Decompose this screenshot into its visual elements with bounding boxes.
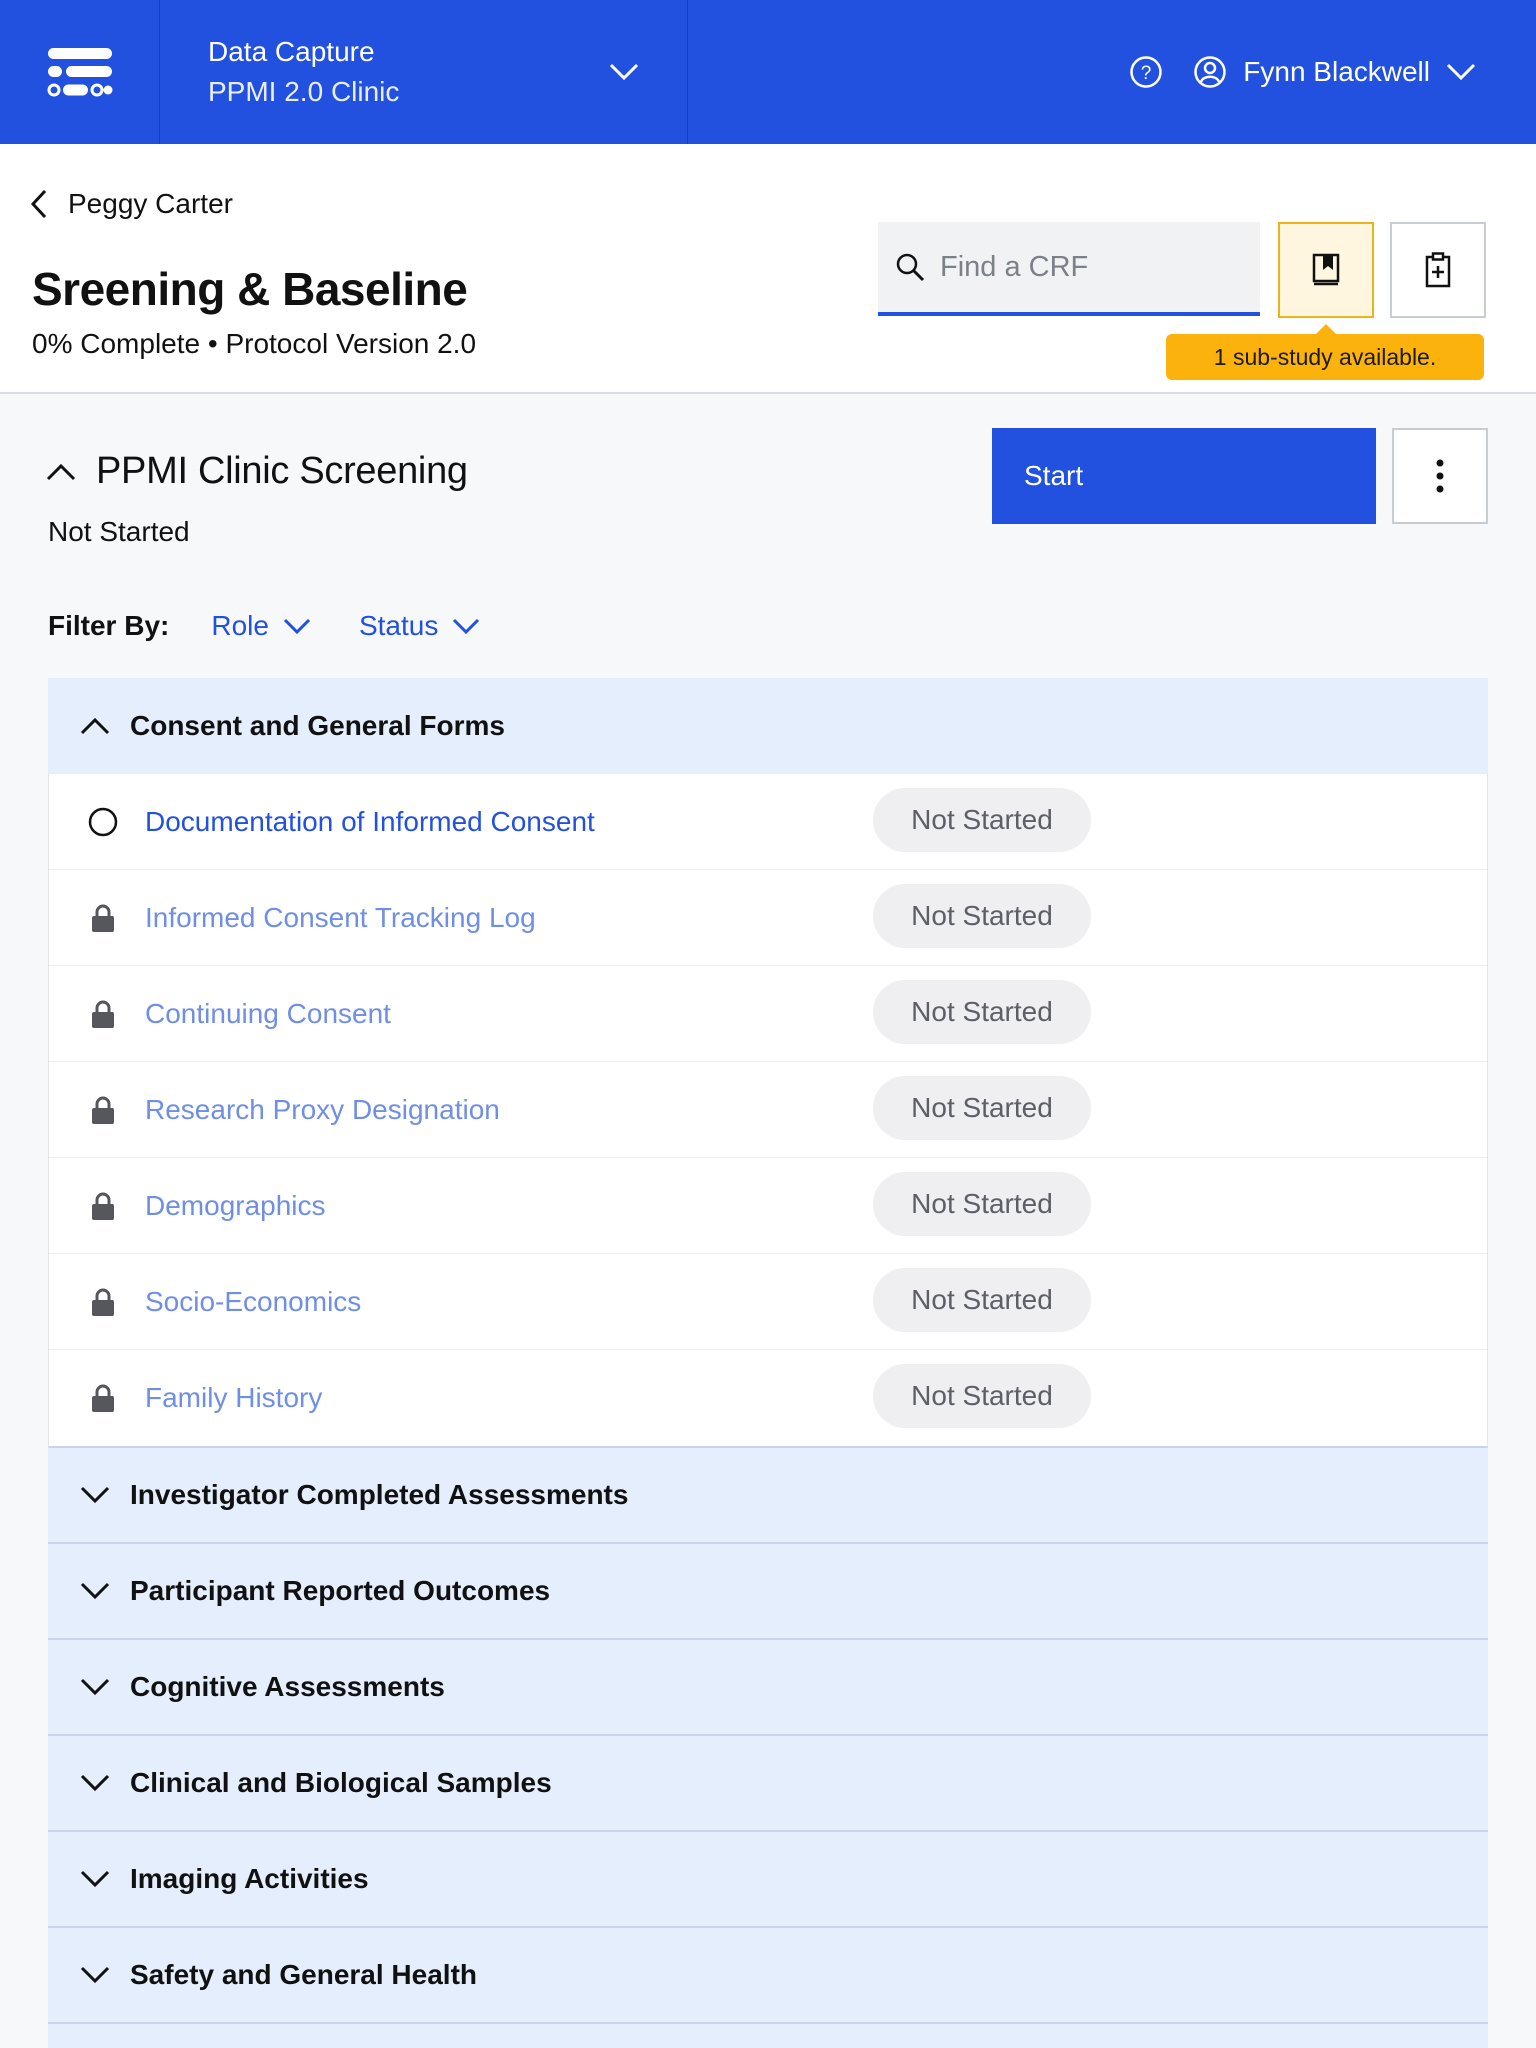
form-link[interactable]: Informed Consent Tracking Log: [145, 901, 536, 933]
role-filter[interactable]: [211, 610, 311, 642]
svg-text:?: ?: [1140, 63, 1152, 84]
search-input[interactable]: [940, 251, 1240, 284]
form-row: [49, 1062, 1487, 1158]
status-filter-label: Status: [358, 610, 439, 641]
group-title: Imaging Activities: [130, 1863, 369, 1894]
chevron-down-icon: [80, 1966, 110, 1984]
form-row: [49, 966, 1487, 1062]
search-icon: [894, 251, 926, 283]
section-title: PPMI Clinic Screening: [96, 450, 468, 492]
form-link[interactable]: Demographics: [145, 1189, 326, 1221]
form-row: [49, 1350, 1487, 1446]
group-cognitive-assessments[interactable]: [48, 1640, 1488, 1736]
status-badge: Not Started: [873, 788, 1091, 852]
more-options-button[interactable]: [1392, 428, 1488, 524]
chevron-down-icon: [283, 618, 311, 634]
filter-label: Filter By:: [48, 610, 170, 641]
section-status: Not Started: [48, 516, 190, 547]
page-title: Sreening & Baseline: [32, 263, 468, 315]
group-participant-reported-outcomes[interactable]: [48, 1544, 1488, 1640]
group-imaging-activities[interactable]: [48, 1832, 1488, 1928]
more-vertical-icon: [1436, 459, 1444, 493]
chevron-down-icon: [80, 1678, 110, 1696]
lock-icon: [81, 999, 125, 1029]
status-badge: Not Started: [873, 1076, 1091, 1140]
chevron-down-icon: [80, 1774, 110, 1792]
chevron-up-icon: [46, 463, 76, 481]
top-bar: [0, 0, 1536, 144]
page-header: [0, 144, 1536, 394]
status-badge: Not Started: [873, 1364, 1091, 1428]
group-clinical-biological-samples[interactable]: [48, 1736, 1488, 1832]
lock-icon: [81, 1095, 125, 1125]
chevron-down-icon: [80, 1486, 110, 1504]
sub-study-button[interactable]: [1278, 222, 1374, 318]
status-circle-icon: [81, 807, 125, 837]
group-title: Clinical and Biological Samples: [130, 1767, 552, 1798]
group-safety-general-health[interactable]: [48, 1928, 1488, 2024]
status-badge: Not Started: [873, 1268, 1091, 1332]
form-link[interactable]: Socio-Economics: [145, 1285, 362, 1317]
form-link[interactable]: Research Proxy Designation: [145, 1093, 500, 1125]
study-name: PPMI 2.0 Clinic: [208, 76, 400, 107]
help-icon[interactable]: [1129, 55, 1163, 89]
filter-bar: [48, 610, 528, 642]
chevron-down-icon: [452, 618, 480, 634]
form-link[interactable]: Documentation of Informed Consent: [145, 805, 595, 837]
form-link[interactable]: Continuing Consent: [145, 997, 391, 1029]
user-icon: [1193, 55, 1227, 89]
form-row: [49, 870, 1487, 966]
user-menu[interactable]: [1193, 55, 1476, 89]
back-link[interactable]: [30, 188, 233, 220]
lock-icon: [81, 903, 125, 933]
clipboard-plus-icon: [1424, 252, 1452, 288]
app-logo[interactable]: [0, 0, 160, 144]
form-row: [49, 1254, 1487, 1350]
chevron-down-icon: [80, 1870, 110, 1888]
group-title: Safety and General Health: [130, 1959, 478, 1990]
chevron-down-icon: [80, 1582, 110, 1600]
chevron-up-icon: [80, 717, 110, 735]
lock-icon: [81, 1383, 125, 1413]
chevron-down-icon: [609, 63, 639, 81]
app-name: Data Capture: [208, 36, 375, 67]
back-label: Peggy Carter: [68, 188, 233, 219]
study-switcher[interactable]: [160, 0, 688, 144]
group-investigator-completed-assessments[interactable]: [48, 1448, 1488, 1544]
group-title: Consent and General Forms: [130, 710, 505, 741]
section-toggle[interactable]: [46, 450, 468, 493]
lock-icon: [81, 1191, 125, 1221]
add-form-button[interactable]: [1390, 222, 1486, 318]
role-filter-label: Role: [211, 610, 269, 641]
status-badge: Not Started: [873, 1172, 1091, 1236]
form-rows: [48, 774, 1488, 1448]
logo-icon: [46, 46, 114, 98]
page-subtitle: 0% Complete • Protocol Version 2.0: [32, 328, 477, 359]
crf-search: [878, 222, 1260, 316]
lock-icon: [81, 1287, 125, 1317]
group-partial[interactable]: [48, 2024, 1488, 2048]
form-row: [49, 774, 1487, 870]
status-badge: Not Started: [873, 884, 1091, 948]
group-consent-general-forms[interactable]: [48, 678, 1488, 774]
user-name: Fynn Blackwell: [1243, 56, 1430, 87]
chevron-down-icon: [1446, 63, 1476, 81]
group-title: Cognitive Assessments: [130, 1671, 445, 1702]
group-title: Participant Reported Outcomes: [130, 1575, 551, 1606]
status-filter[interactable]: [359, 610, 480, 642]
status-badge: Not Started: [873, 980, 1091, 1044]
sub-study-tooltip: 1 sub-study available.: [1166, 334, 1484, 380]
form-link[interactable]: Family History: [145, 1382, 323, 1413]
group-title: Investigator Completed Assessments: [130, 1479, 629, 1510]
form-row: [49, 1158, 1487, 1254]
book-icon: [1311, 253, 1341, 287]
start-button[interactable]: Start: [992, 428, 1376, 524]
chevron-left-icon: [30, 189, 48, 219]
crf-group-list: [48, 678, 1488, 2048]
